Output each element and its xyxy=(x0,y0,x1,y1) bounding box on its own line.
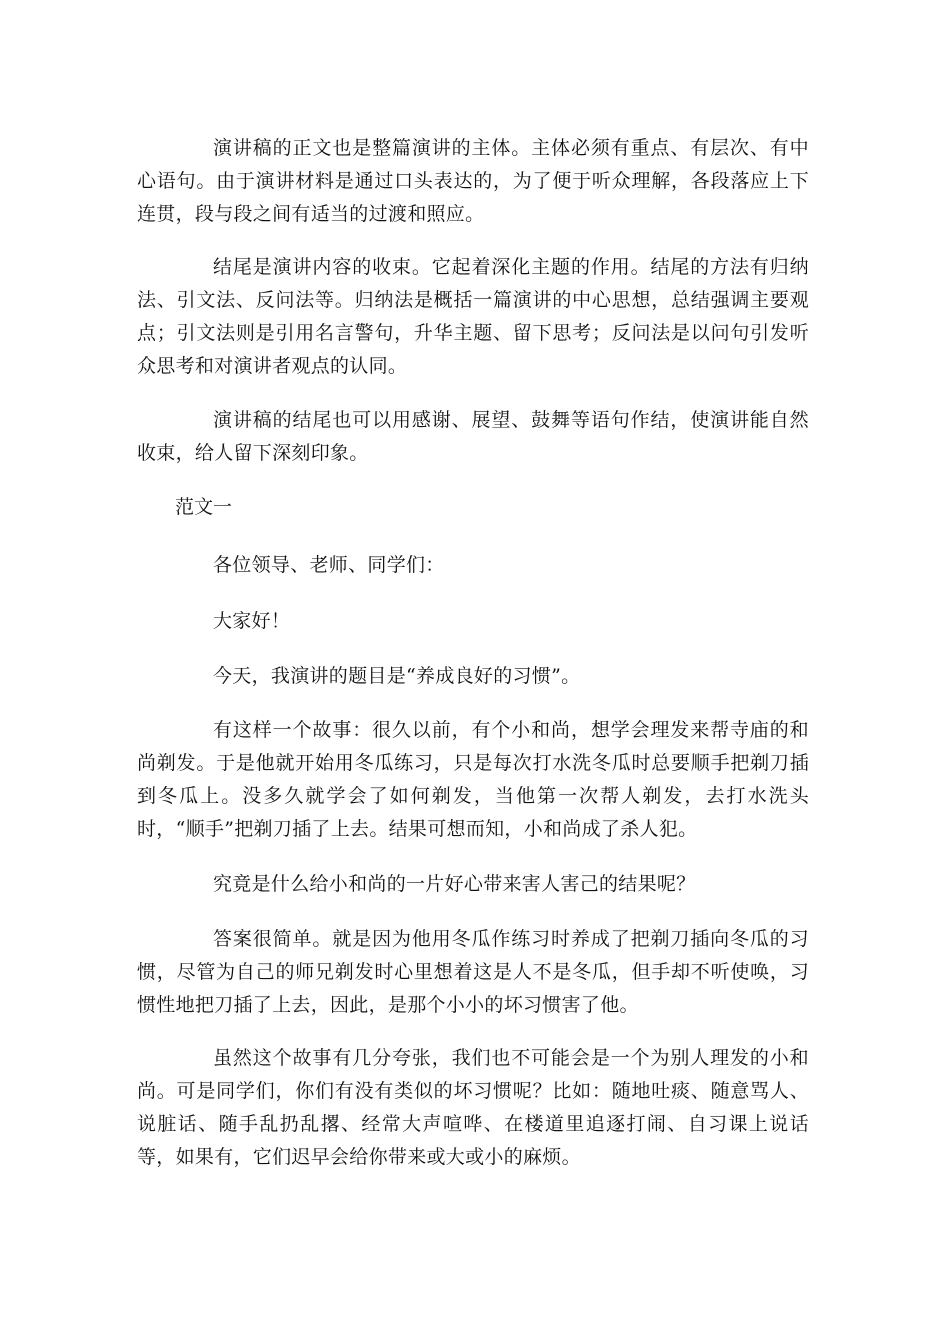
topic-line: 今天，我演讲的题目是“养成良好的习惯”。 xyxy=(213,665,581,687)
hello-line: 大家好！ xyxy=(213,610,291,632)
paragraph-question: 究竟是什么给小和尚的一片好心带来害人害己的结果呢？ xyxy=(213,873,696,895)
paragraph-bad-habits: 虽然这个故事有几分夸张，我们也不可能会是一个为别人理发的小和尚。可是同学们，你们有没有类似的坏习惯呢？比如：随地吐痰、随意骂人、说脏话、随手乱扔乱撂、经常大声喧哗、在楼道里追逐打闹、自习课上说话等，如果有，它们迟早会给你带来或大或小的麻烦。 xyxy=(137,1047,809,1168)
sample-heading: 范文一 xyxy=(175,496,233,518)
paragraph-answer: 答案很简单。就是因为他用冬瓜作练习时养成了把剃刀插向冬瓜的习惯，尽管为自己的师兄剃发时心里想着这是人不是冬瓜，但手却不听使唤，习惯性地把刀插了上去，因此，是那个小小的坏习惯害了他。 xyxy=(137,928,809,1016)
paragraph-ending-phrases: 演讲稿的结尾也可以用感谢、展望、鼓舞等语句作结，使演讲能自然收束，给人留下深刻印象。 xyxy=(137,409,809,464)
paragraph-story: 有这样一个故事：很久以前，有个小和尚，想学会理发来帮寺庙的和尚剃发。于是他就开始用冬瓜练习，只是每次打水洗冬瓜时总要顺手把剃刀插到冬瓜上。没多久就学会了如何剃发，当他第一次帮人剃发，去打水洗头时，“顺手”把剃刀插了上去。结果可想而知，小和尚成了杀人犯。 xyxy=(137,719,809,840)
paragraph-body-structure: 演讲稿的正文也是整篇演讲的主体。主体必须有重点、有层次、有中心语句。由于演讲材料是通过口头表达的，为了便于听众理解，各段落应上下连贯，段与段之间有适当的过渡和照应。 xyxy=(137,137,809,225)
greeting-line: 各位领导、老师、同学们： xyxy=(213,554,445,576)
paragraph-ending-methods: 结尾是演讲内容的收束。它起着深化主题的作用。结尾的方法有归纳法、引文法、反问法等。归纳法是概括一篇演讲的中心思想，总结强调主要观点；引文法则是引用名言警句，升华主题、留下思考；反问法是以问句引发听众思考和对演讲者观点的认同。 xyxy=(137,256,809,377)
